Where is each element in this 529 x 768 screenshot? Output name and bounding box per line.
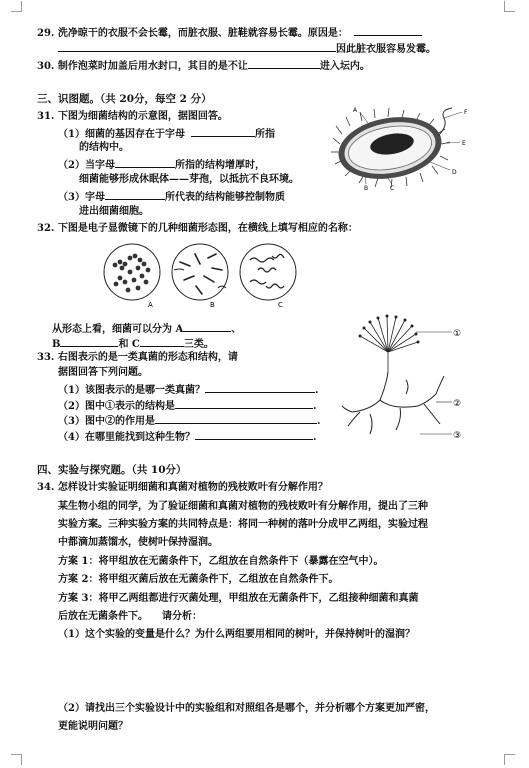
fungus-label-2: ②	[453, 399, 462, 409]
q33-p4: （4）在哪里能找到这种生物？ .	[58, 429, 316, 444]
q34-plan2: 方案 2：将甲组灭菌后放在无菌条件下，乙组放在自然条件下。	[58, 574, 339, 585]
section4-title: 四、实验与探究题。（共 10分）	[37, 464, 187, 476]
q33-blank-1[interactable]	[205, 382, 315, 393]
q34-plan3-line2: 后放在无菌条件下。 请分析：	[58, 611, 202, 622]
q31-p3: （3）字母 所代表的结构能够控制物质	[58, 189, 285, 204]
bacteria-label-f: F	[464, 109, 468, 116]
q31-p1c: 的结构中。	[79, 142, 129, 153]
q34-sub1: （1）这个实验的变量是什么？为什么两组要用相同的树叶，并保持树叶的湿润？	[58, 629, 415, 640]
spirillum-circle	[240, 244, 296, 300]
bacteria-label-a: A	[353, 107, 358, 114]
fungus-label-1: ①	[453, 329, 462, 339]
bacteria-structure-figure	[330, 104, 480, 194]
bacteria-shapes-figure	[100, 240, 300, 310]
q33-p3: （3）图中②的作用是 .	[58, 413, 320, 428]
q33-stem-line2: 据图回答下列问题。	[58, 367, 148, 378]
q32-stem: 32. 下图是电子显微镜下的几种细菌形态图，在横线上填写相应的名称：	[37, 223, 358, 234]
q34-sub2-line2: 更能说明问题？	[58, 721, 128, 732]
bacteria-label-c: C	[390, 185, 395, 192]
shape-label-c: C	[278, 301, 283, 309]
q31-p2: （2）当字母 所指的结构增厚时，	[58, 157, 265, 172]
shape-label-a: A	[148, 301, 153, 309]
fungus-hyphae	[342, 372, 444, 434]
q32-answer-line2: B 和 C 三类。	[52, 336, 214, 351]
q31-blank-1[interactable]	[191, 126, 255, 137]
q34-plan3-line1: 方案 3：将甲乙两组都进行灭菌处理，甲组放在无菌条件下，乙组接种细菌和真菌	[58, 593, 419, 604]
q33-blank-4[interactable]	[195, 429, 313, 440]
crop-mark-top-right	[504, 1, 515, 12]
q31-p2c: 细菌能够形成休眠体——芽孢，以抵抗不良环境。	[79, 174, 299, 185]
q34-intro-line1: 某生物小组的同学，为了验证细菌和真菌对植物的残枝败叶有分解作用，提出了三种	[58, 501, 428, 512]
q33-blank-2[interactable]	[175, 398, 313, 409]
q29-line1: 29. 洗净晾干的衣服不会长霉，而脏衣服、脏鞋就容易长霉。原因是：	[37, 25, 422, 40]
q30-line: 30. 制作泡菜时加盖后用水封口，其目的是不让 进入坛内。	[37, 58, 370, 73]
q32-blank-a[interactable]	[183, 321, 231, 332]
q31-p3c: 进出细菌细胞。	[79, 206, 149, 217]
q33-blank-3[interactable]	[155, 413, 317, 424]
q31-blank-2[interactable]	[115, 157, 175, 168]
q33-p1: （1）该图表示的是哪一类真菌？ .	[58, 382, 318, 397]
q34-sub2-line1: （2）请找出三个实验设计中的实验组和对照组各是哪个，并分析哪个方案更加严密，	[58, 703, 435, 714]
fungus-sporangium	[360, 316, 418, 372]
q29-blank-2[interactable]	[58, 41, 336, 52]
q30-blank[interactable]	[248, 58, 320, 69]
shape-label-b: B	[210, 301, 215, 309]
q32-answer-line1: 从形态上看，细菌可以分为 A 、	[52, 321, 241, 336]
q32-blank-c[interactable]	[140, 336, 184, 347]
q34-stem: 34. 怎样设计实验证明细菌和真菌对植物的残枝败叶有分解作用？	[37, 482, 328, 493]
q29-line2: 因此脏衣服容易发霉。	[58, 41, 436, 56]
bacteria-label-d: D	[452, 169, 457, 176]
q33-p2: （2）图中①表示的结构是 .	[58, 398, 316, 413]
bacteria-label-e: E	[462, 140, 466, 147]
q31-p1: （1）细菌的基因存在于字母 所指	[58, 126, 275, 141]
q33-stem-line1: 33. 右图表示的是一类真菌的形态和结构，请	[37, 352, 238, 363]
q29-blank-1[interactable]	[354, 25, 422, 36]
section3-title: 三、识图题。（共 20分，每空 2 分）	[37, 93, 212, 105]
q34-plan1: 方案 1：将甲组放在无菌条件下，乙组放在自然条件下（暴露在空气中）。	[58, 556, 384, 567]
q34-analyze-label: 请分析：	[162, 611, 202, 622]
bacterium-cell	[331, 108, 452, 188]
bacteria-label-b: B	[364, 185, 369, 192]
q32-blank-b[interactable]	[60, 336, 118, 347]
q31-stem: 31. 下图为细菌结构的示意图，据图回答。	[37, 111, 228, 122]
q31-blank-3[interactable]	[105, 189, 165, 200]
fungus-label-3: ③	[453, 431, 462, 441]
bacillus-circle	[172, 244, 228, 300]
coccus-circle	[104, 244, 160, 300]
fungus-figure	[340, 314, 480, 448]
q34-intro-line3: 中都滴加蒸馏水，使树叶保持湿润。	[58, 537, 218, 548]
crop-mark-bottom-right	[504, 754, 515, 765]
q34-intro-line2: 实验方案。三种实验方案的共同特点是：将同一种树的落叶分成甲乙两组，实验过程	[58, 519, 428, 530]
crop-mark-top-left	[11, 1, 22, 12]
crop-mark-bottom-left	[11, 754, 22, 765]
